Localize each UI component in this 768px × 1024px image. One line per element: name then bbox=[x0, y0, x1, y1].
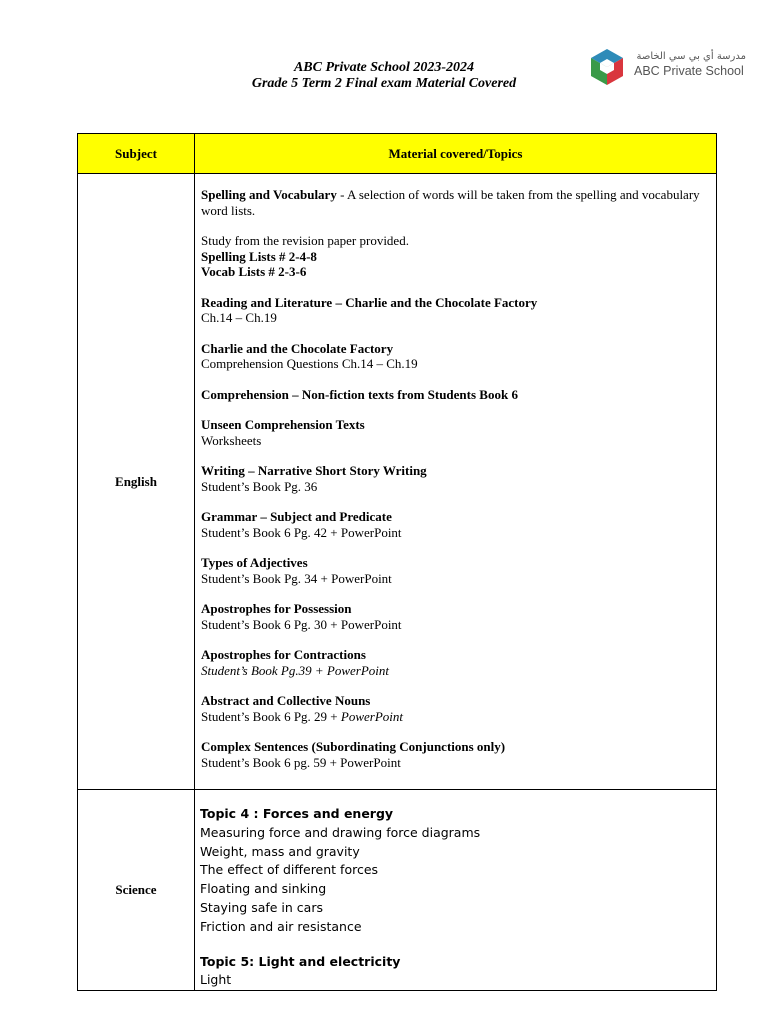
list-item: Staying safe in cars bbox=[200, 899, 323, 915]
list-item: Friction and air resistance bbox=[200, 918, 362, 934]
list-item: Unseen Comprehension Texts Worksheets bbox=[201, 417, 365, 448]
english-topics bbox=[195, 174, 717, 790]
table-row bbox=[78, 174, 717, 790]
list-item: Weight, mass and gravity bbox=[200, 843, 360, 859]
topic-4-title: Topic 4 : Forces and energy bbox=[200, 806, 394, 821]
list-item: Floating and sinking bbox=[200, 881, 327, 897]
list-item: Charlie and the Chocolate Factory Comprehension Questions Ch.14 – Ch.19 bbox=[201, 340, 418, 371]
list-item: Light bbox=[200, 972, 232, 988]
table-header-row bbox=[78, 134, 717, 174]
title-line-2: Grade 5 Term 2 Final exam Material Covered bbox=[251, 76, 517, 91]
list-item: Apostrophes for Contractions Student’s Book Pg.39 + PowerPoint bbox=[201, 647, 389, 678]
subject-column-header: Subject bbox=[78, 134, 195, 174]
subject-science: Science bbox=[78, 790, 195, 991]
topic-5-title: Topic 5: Light and electricity bbox=[200, 953, 401, 969]
list-item: Complex Sentences (Subordinating Conjunctions only) Student’s Book 6 pg. 59 + PowerPoint bbox=[201, 739, 506, 770]
list-item: The effect of different forces bbox=[200, 862, 379, 878]
document-title bbox=[150, 60, 618, 92]
list-item: Writing – Narrative Short Story Writing Student’s Book Pg. 36 bbox=[201, 463, 427, 494]
list-item: Study from the revision paper provided. Spelling Lists # 2-4-8 Vocab Lists # 2-3-6 bbox=[201, 233, 409, 279]
cube-logo-icon bbox=[587, 47, 627, 87]
list-item: Types of Adjectives Student’s Book Pg. 34 + PowerPoint bbox=[201, 555, 392, 586]
logo-arabic-text: مدرسة أي بي سي الخاصة bbox=[636, 51, 746, 62]
material-table bbox=[77, 133, 717, 991]
list-item: Abstract and Collective Nouns Student’s Book 6 Pg. 29 + PowerPoint bbox=[201, 693, 403, 724]
school-logo bbox=[587, 47, 747, 87]
list-item: Comprehension – Non-fiction texts from Students Book 6 bbox=[201, 386, 518, 402]
list-item: Spelling and Vocabulary - A selection of words will be taken from the spelling and vocabulary word lists. bbox=[201, 187, 700, 218]
table-row bbox=[78, 790, 717, 991]
material-column-header: Material covered/Topics bbox=[195, 134, 717, 174]
list-item: Reading and Literature – Charlie and the Chocolate Factory Ch.14 – Ch.19 bbox=[201, 294, 538, 325]
science-topics bbox=[195, 790, 717, 991]
list-item: Apostrophes for Possession Student’s Book 6 Pg. 30 + PowerPoint bbox=[201, 601, 402, 632]
list-item: Measuring force and drawing force diagrams bbox=[200, 824, 481, 840]
list-item: Grammar – Subject and Predicate Student’s Book 6 Pg. 42 + PowerPoint bbox=[201, 509, 402, 540]
subject-english: English bbox=[78, 174, 195, 790]
title-line-1: ABC Private School 2023-2024 bbox=[293, 60, 475, 75]
logo-english-text: ABC Private School bbox=[634, 64, 744, 78]
